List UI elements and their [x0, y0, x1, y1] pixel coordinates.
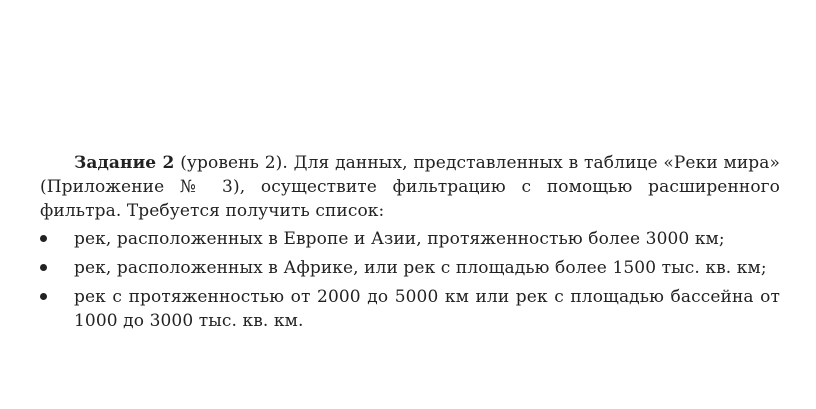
- list-item: [40, 256, 780, 280]
- task-text: (уровень 2). Для данных, представленных в таблице «Реки мира» (Приложение № 3), осуществите фильтрацию с помощью расширенного фильтра. Требуется получить список:: [40, 153, 781, 221]
- task-intro: [40, 151, 780, 223]
- task-label: Задание 2: [74, 153, 175, 173]
- bullet-icon: [40, 285, 60, 309]
- list-item: [40, 227, 780, 251]
- list-item-text: рек, расположенных в Европе и Азии, протяженностью более 3000 км;: [74, 229, 725, 249]
- list-item-text: рек с протяженностью от 2000 до 5000 км или рек с площадью бассейна от 1000 до 3000 тыс. кв. км.: [74, 287, 780, 331]
- list-item-text: рек, расположенных в Африке, или рек с площадью более 1500 тыс. кв. км;: [74, 258, 767, 278]
- bullet-icon: [40, 227, 60, 251]
- bullet-icon: [40, 256, 60, 280]
- task-block: [40, 151, 780, 338]
- requirements-list: [40, 227, 780, 333]
- list-item: [40, 285, 780, 333]
